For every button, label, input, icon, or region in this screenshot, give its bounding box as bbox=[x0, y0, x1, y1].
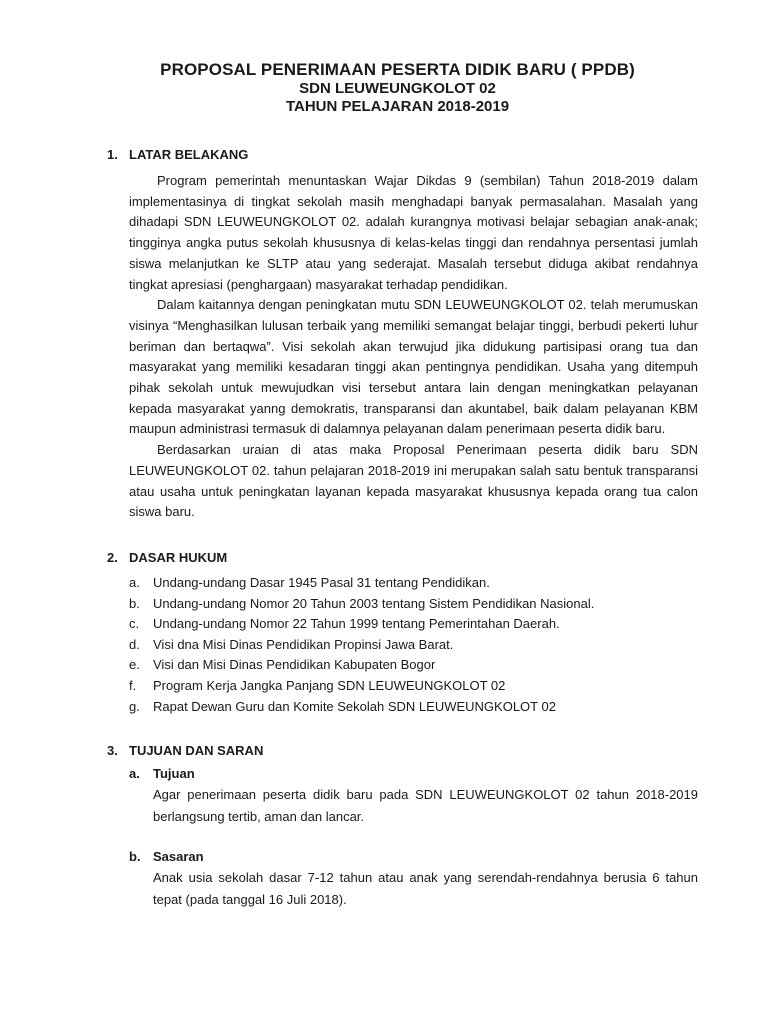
list-marker: e. bbox=[129, 657, 140, 673]
list-marker: c. bbox=[129, 616, 140, 632]
list-item-text: Undang-undang Dasar 1945 Pasal 31 tentang Pendidikan. bbox=[153, 574, 490, 590]
paragraph: Berdasarkan uraian di atas maka Proposal Penerimaan peserta didik baru SDN LEUWEUNGKOLOT 02. tahun pelajaran 2018-2019 ini merupakan salah satu bentuk transparansi atau usaha untuk peningkatan layanan kepada masyarakat khususnya kepada orang tua calon siswa baru. bbox=[129, 442, 698, 520]
list-marker: b. bbox=[129, 595, 140, 611]
list-item bbox=[129, 614, 698, 635]
list-item bbox=[129, 635, 698, 656]
section-latar-belakang bbox=[107, 147, 698, 523]
subsection-marker: b. bbox=[129, 849, 141, 865]
list-item-text: Program Kerja Jangka Panjang SDN LEUWEUNGKOLOT 02 bbox=[153, 677, 506, 693]
subsection-heading bbox=[129, 847, 698, 867]
section-dasar-hukum bbox=[107, 550, 698, 717]
paragraph: Program pemerintah menuntaskan Wajar Dikdas 9 (sembilan) Tahun 2018-2019 dalam implementasinya di tingkat sekolah masih menghadapi banyak permasalahan. Masalah yang dihadapi SDN LEUWEUNGKOLOT 02. adalah kurangnya motivasi belajar sebagian anak-anak; tingginya angka putus sekolah khususnya di kelas-kelas tinggi dan rendahnya persentasi jumlah siswa melanjutkan ke SLTP atau yang sederajat. Masalah tersebut diduga akibat rendahnya tingkat apresiasi (penghargaan) masyarakat terhadap pendidikan. bbox=[129, 173, 698, 292]
subsection-heading bbox=[129, 764, 698, 784]
list-item-text: Visi dan Misi Dinas Pendidikan Kabupaten Bogor bbox=[153, 657, 436, 673]
list-item bbox=[129, 676, 698, 697]
section-title: DASAR HUKUM bbox=[129, 549, 228, 565]
subsection-marker: a. bbox=[129, 766, 140, 782]
section-title: LATAR BELAKANG bbox=[129, 147, 249, 162]
paragraph: Dalam kaitannya dengan peningkatan mutu SDN LEUWEUNGKOLOT 02. telah merumuskan visinya “Menghasilkan lulusan terbaik yang memiliki semangat belajar tinggi, berbudi pekerti luhur beriman dan bertaqwa”. Visi sekolah akan terwujud jika didukung partisipasi orang tua dan masyarakat yang memiliki kesadaran tinggi akan pentingnya pendidikan. Usaha yang ditempuh pihak sekolah untuk mewujudkan visi tersebut antara lain dengan meningkatkan pelayanan kepada masyarakat yanng demokratis, transparansi dan akuntabel, baik dalam pelayanan KBM maupun administrasi termasuk di dalamnya pelayanan dalam penerimaan peserta didik baru. bbox=[129, 297, 698, 437]
list-item-text: Undang-undang Nomor 22 Tahun 1999 tentang Pemerintahan Daerah. bbox=[153, 616, 560, 632]
list-item-text: Visi dna Misi Dinas Pendidikan Propinsi Jawa Barat. bbox=[153, 636, 454, 652]
list-marker: d. bbox=[129, 636, 140, 652]
list-item bbox=[129, 655, 698, 676]
list-item bbox=[129, 594, 698, 615]
subsection-text: Anak usia sekolah dasar 7-12 tahun atau anak yang serendah-rendahnya berusia 6 tahun tepat (pada tanggal 16 Juli 2018). bbox=[153, 870, 698, 907]
subsection-title: Sasaran bbox=[153, 849, 204, 865]
section-heading bbox=[107, 743, 698, 759]
list-marker: g. bbox=[129, 698, 140, 714]
section-tujuan-dan-saran bbox=[107, 743, 698, 910]
list-marker: a. bbox=[129, 574, 140, 590]
list-marker: f. bbox=[129, 677, 137, 693]
school-name: SDN LEUWEUNGKOLOT 02 bbox=[299, 80, 496, 97]
document-title: PROPOSAL PENERIMAAN PESERTA DIDIK BARU ( PPDB) bbox=[160, 60, 635, 79]
list-item bbox=[129, 697, 698, 718]
subsection-tujuan bbox=[129, 764, 698, 827]
subsection-text: Agar penerimaan peserta didik baru pada SDN LEUWEUNGKOLOT 02 tahun 2018-2019 berlangsung tertib, aman dan lancar. bbox=[153, 787, 698, 824]
section-heading bbox=[107, 550, 698, 566]
section-body bbox=[129, 171, 698, 523]
section-heading bbox=[107, 147, 698, 163]
section-number: 3. bbox=[107, 743, 118, 759]
list-item bbox=[129, 573, 698, 594]
list-item-text: Rapat Dewan Guru dan Komite Sekolah SDN LEUWEUNGKOLOT 02 bbox=[153, 698, 556, 714]
section-title: TUJUAN DAN SARAN bbox=[129, 743, 264, 759]
academic-year: TAHUN PELAJARAN 2018-2019 bbox=[285, 98, 510, 115]
legal-basis-list bbox=[129, 573, 698, 717]
section-number: 2. bbox=[107, 549, 118, 565]
section-number: 1. bbox=[107, 147, 118, 162]
subsection-sasaran bbox=[129, 847, 698, 910]
list-item-text: Undang-undang Nomor 20 Tahun 2003 tentang Sistem Pendidikan Nasional. bbox=[153, 595, 595, 611]
title-block bbox=[97, 60, 698, 116]
subsection-title: Tujuan bbox=[153, 766, 195, 782]
